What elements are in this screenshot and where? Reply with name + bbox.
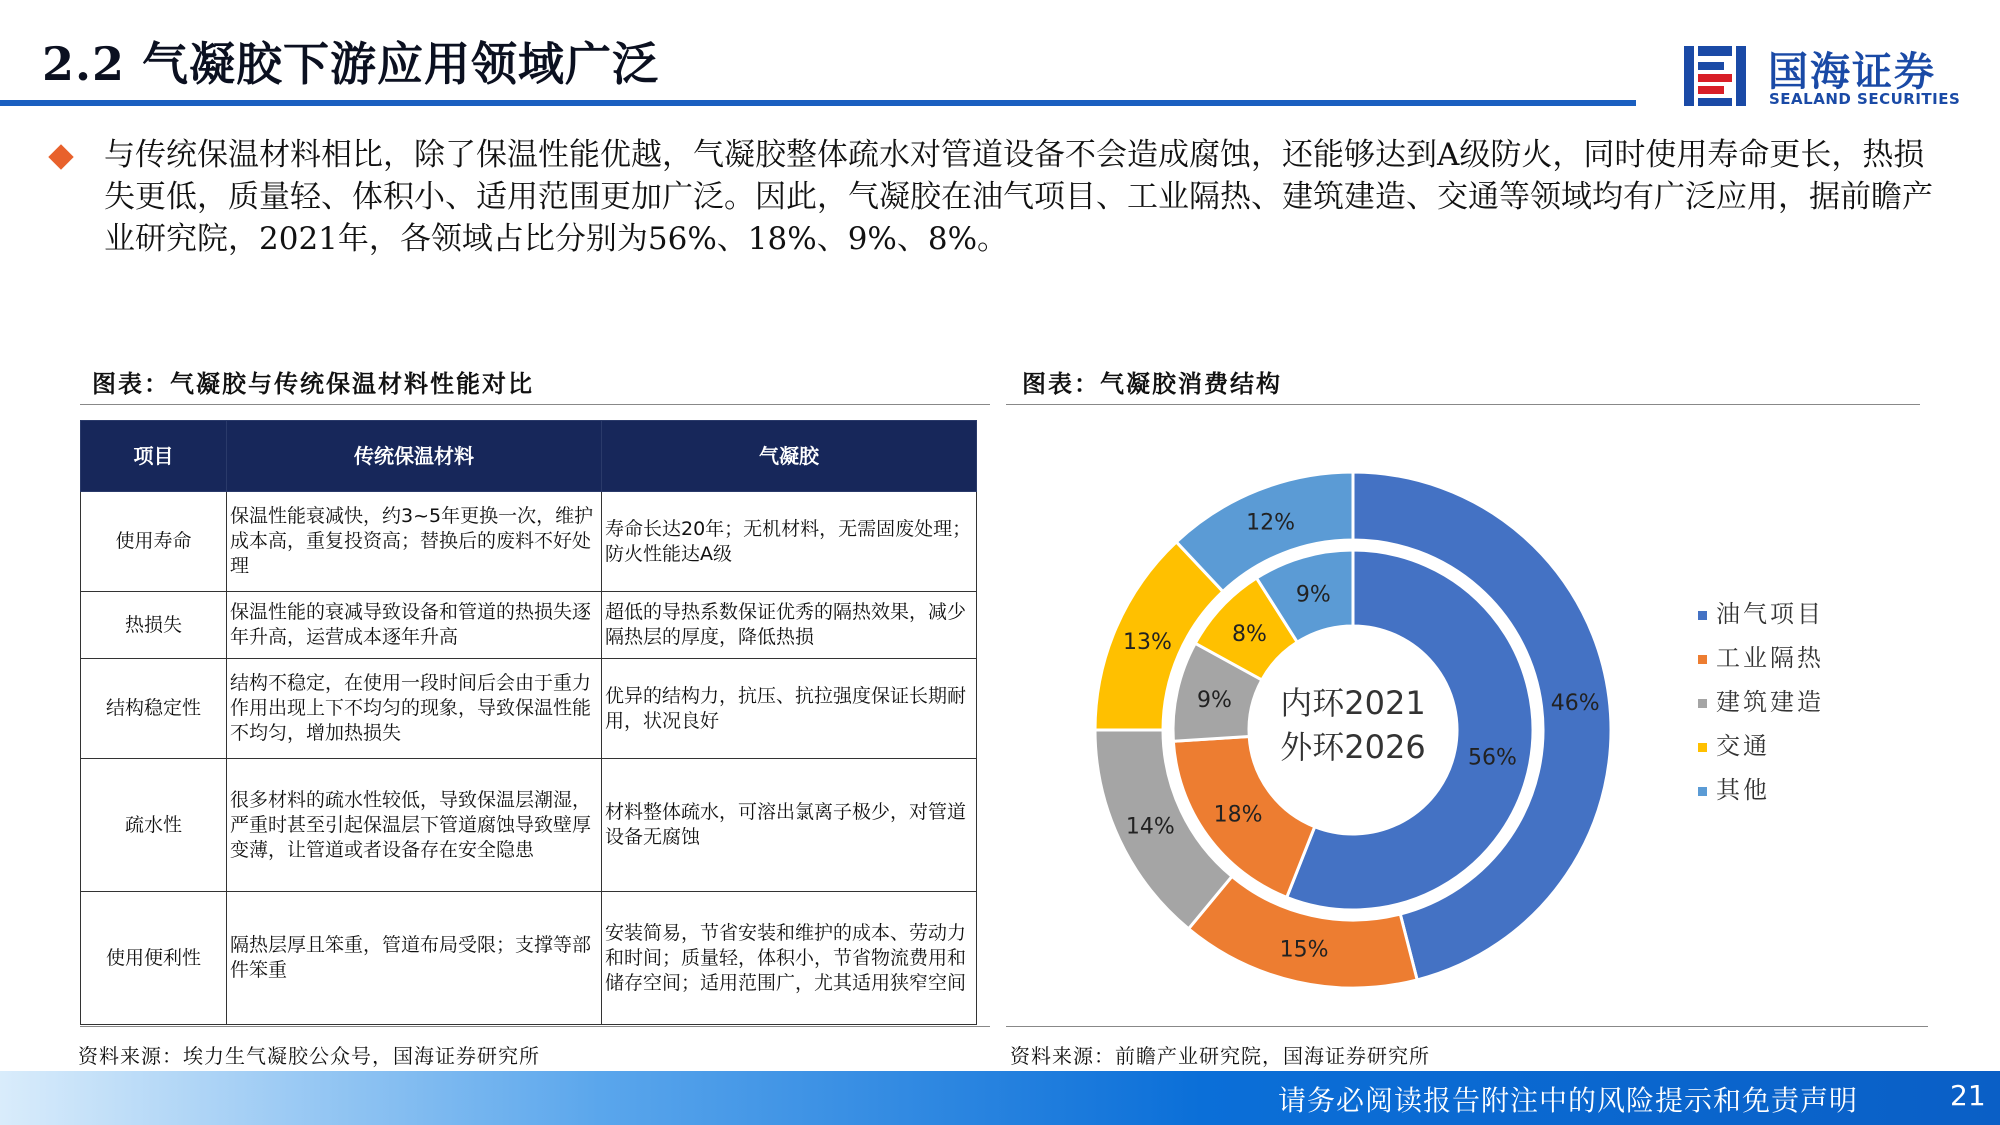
consumption-structure-donut-chart (1000, 422, 1860, 1032)
footer-disclaimer: 请务必阅读报告附注中的风险提示和免责声明 (1278, 1084, 1859, 1117)
row-traditional: 隔热层厚且笨重，管道布局受限；支撑等部件笨重 (227, 892, 602, 1025)
company-logo (1680, 40, 1980, 112)
row-traditional: 保温性能的衰减导致设备和管道的热损失逐年升高，运营成本逐年升高 (227, 592, 602, 659)
table-caption-rule (80, 404, 990, 405)
inner-slice-label-1: 18% (1213, 802, 1263, 828)
inner-slice-label-2: 9% (1196, 688, 1232, 714)
legend-label-4: 其他 (1716, 776, 1770, 804)
footer-bar (0, 1071, 2000, 1125)
chart-legend (1698, 600, 1824, 804)
legend-label-1: 工业隔热 (1716, 644, 1824, 672)
table-caption: 图表：气凝胶与传统保温材料性能对比 (92, 369, 534, 398)
row-item: 疏水性 (81, 759, 227, 892)
legend-swatch-3 (1698, 743, 1707, 752)
inner-slice-label-0: 56% (1468, 745, 1517, 771)
table-source: 资料来源：埃力生气凝胶公众号，国海证券研究所 (78, 1044, 540, 1068)
legend-swatch-4 (1698, 787, 1707, 796)
chart-source-rule (1006, 1026, 1928, 1027)
row-item: 结构稳定性 (81, 659, 227, 759)
diamond-bullet-icon (48, 144, 73, 169)
outer-slice-label-3: 13% (1122, 630, 1172, 656)
title-underline (0, 100, 1636, 106)
chart-source: 资料来源：前瞻产业研究院，国海证券研究所 (1010, 1044, 1430, 1068)
logo-chinese-name: 国海证券 (1768, 49, 1936, 95)
outer-slice-label-2: 14% (1125, 814, 1175, 840)
row-item: 使用寿命 (81, 492, 227, 592)
table-header-traditional: 传统保温材料 (227, 421, 602, 492)
row-traditional: 保温性能衰减快，约3~5年更换一次，维护成本高，重复投资高；替换后的废料不好处理 (227, 492, 602, 592)
table-row (81, 659, 977, 759)
legend-swatch-1 (1698, 655, 1707, 664)
center-label-outer: 外环2026 (1280, 728, 1426, 766)
chart-caption-rule (1006, 404, 1920, 405)
table-header-item: 项目 (81, 421, 227, 492)
table-row (81, 592, 977, 659)
row-aerogel: 寿命长达20年；无机材料，无需固废处理；防火性能达A级 (602, 492, 977, 592)
outer-slice-label-0: 46% (1550, 690, 1600, 716)
table-row (81, 892, 977, 1025)
comparison-table (80, 420, 977, 1025)
sealand-logo-icon (1680, 40, 1750, 112)
table-header-aerogel: 气凝胶 (602, 421, 977, 492)
center-label-inner: 内环2021 (1280, 684, 1426, 722)
row-traditional: 很多材料的疏水性较低，导致保温层潮湿，严重时甚至引起保温层下管道腐蚀导致壁厚变薄，让管道或者设备存在安全隐患 (227, 759, 602, 892)
row-item: 热损失 (81, 592, 227, 659)
table-row (81, 492, 977, 592)
table-source-rule (80, 1026, 990, 1027)
row-aerogel: 材料整体疏水，可溶出氯离子极少，对管道设备无腐蚀 (602, 759, 977, 892)
row-traditional: 结构不稳定，在使用一段时间后会由于重力作用出现上下不均匀的现象，导致保温性能不均匀，增加热损失 (227, 659, 602, 759)
row-aerogel: 安装简易，节省安装和维护的成本、劳动力和时间；质量轻，体积小，节省物流费用和储存空间；适用范围广，尤其适用狭窄空间 (602, 892, 977, 1025)
logo-english-name: SEALAND SECURITIES (1769, 90, 1961, 108)
outer-slice-label-1: 15% (1279, 937, 1329, 963)
legend-label-0: 油气项目 (1716, 600, 1824, 628)
legend-swatch-2 (1698, 699, 1707, 708)
row-item: 使用便利性 (81, 892, 227, 1025)
page-number: 21 (1950, 1079, 1986, 1112)
inner-slice-label-3: 8% (1232, 621, 1267, 647)
row-aerogel: 超低的导热系数保证优秀的隔热效果，减少隔热层的厚度，降低热损 (602, 592, 977, 659)
chart-caption: 图表：气凝胶消费结构 (1022, 369, 1282, 398)
legend-swatch-0 (1698, 611, 1707, 620)
page-title: 2.2 气凝胶下游应用领域广泛 (42, 37, 660, 91)
inner-slice-label-4: 9% (1295, 582, 1331, 608)
outer-slice-label-4: 12% (1246, 510, 1295, 536)
legend-label-2: 建筑建造 (1716, 688, 1824, 716)
intro-paragraph: 与传统保温材料相比，除了保温性能优越，气凝胶整体疏水对管道设备不会造成腐蚀，还能够达到A级防火，同时使用寿命更长，热损失更低，质量轻、体积小、适用范围更加广泛。因此，气凝胶在油气项目、工业隔热、建筑建造、交通等领域均有广泛应用，据前瞻产业研究院，2021年，各领域占比分别为56%、18%、9%、8%。 (104, 137, 1933, 257)
row-aerogel: 优异的结构力，抗压、抗拉强度保证长期耐用，状况良好 (602, 659, 977, 759)
legend-label-3: 交通 (1716, 732, 1770, 760)
table-row (81, 759, 977, 892)
